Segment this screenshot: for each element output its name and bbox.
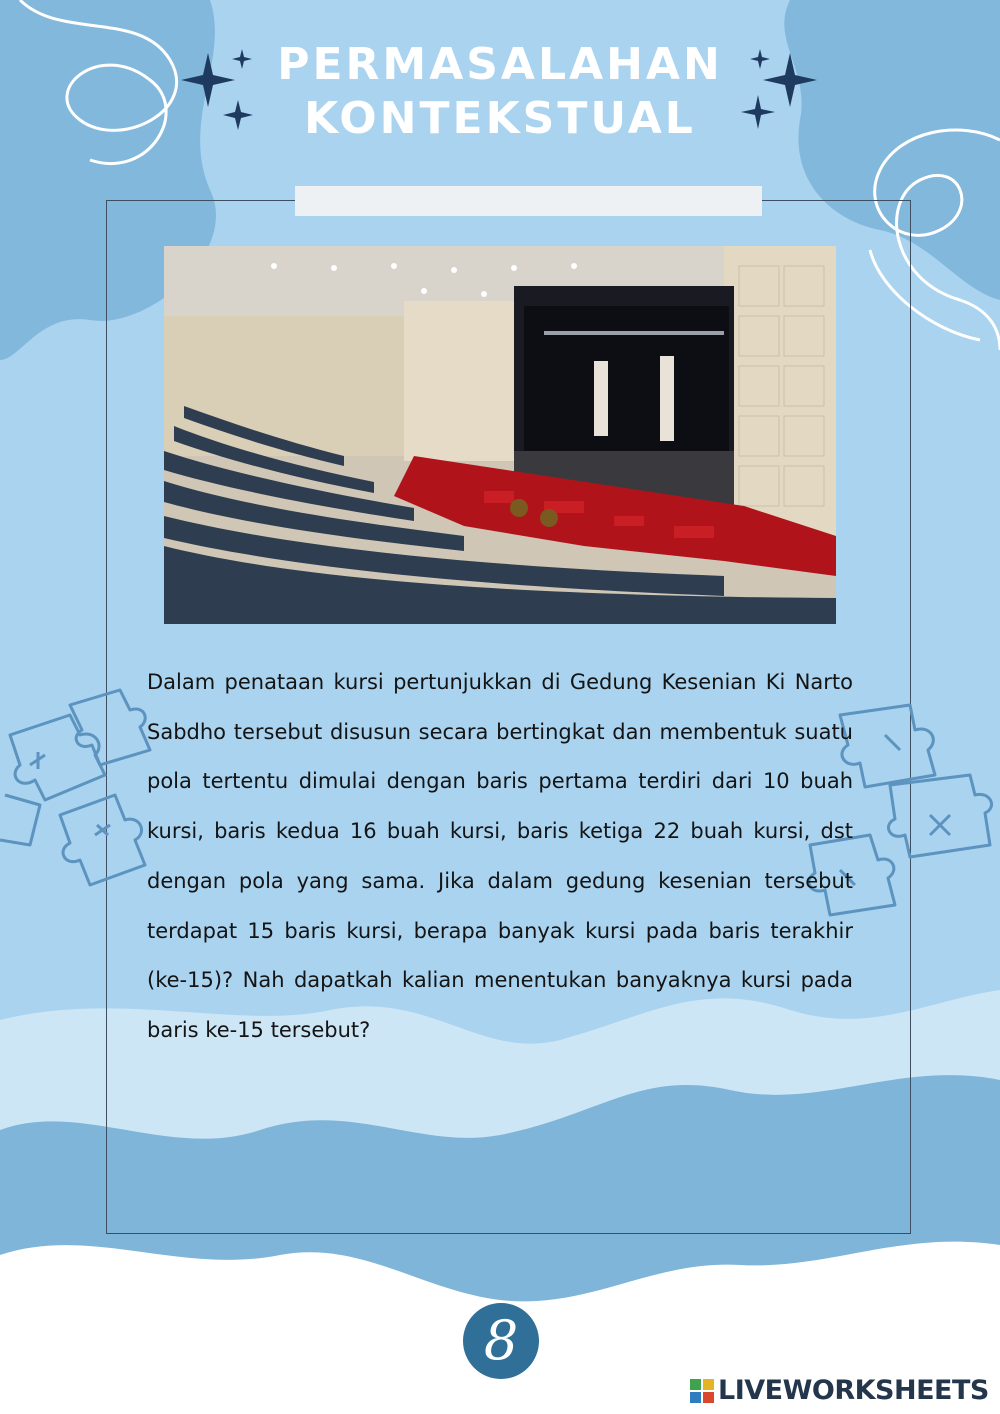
- problem-paragraph: Dalam penataan kursi pertunjukkan di Gedung Kesenian Ki Narto Sabdho tersebut disusun secara bertingkat dan membentuk suatu pola tertentu dimulai dengan baris pertama terdiri dari 10 buah kursi, baris kedua 16 buah kursi, baris ketiga 22 buah kursi, dst dengan pola yang sama. Jika dalam gedung kesenian tersebut terdapat 15 baris kursi, berapa banyak kursi pada baris terakhir (ke-15)? Nah dapatkah kalian menentukan banyaknya kursi pada baris ke-15 tersebut?: [147, 670, 853, 1042]
- title-line-2: KONTEKSTUAL: [304, 93, 696, 144]
- brand-text: LIVEWORKSHEETS: [718, 1375, 989, 1406]
- tape-strip: [295, 186, 762, 216]
- auditorium-photo: [164, 246, 836, 624]
- sparkle-icon: [180, 45, 260, 135]
- liveworksheets-logo-icon: [690, 1379, 714, 1403]
- liveworksheets-brand[interactable]: [690, 1373, 990, 1409]
- title-line-1: PERMASALAHAN: [277, 39, 723, 90]
- puzzle-piece-icon: [0, 675, 165, 915]
- page-title: [250, 38, 750, 146]
- page-number: 8: [463, 1303, 539, 1379]
- sparkle-icon: [738, 45, 818, 135]
